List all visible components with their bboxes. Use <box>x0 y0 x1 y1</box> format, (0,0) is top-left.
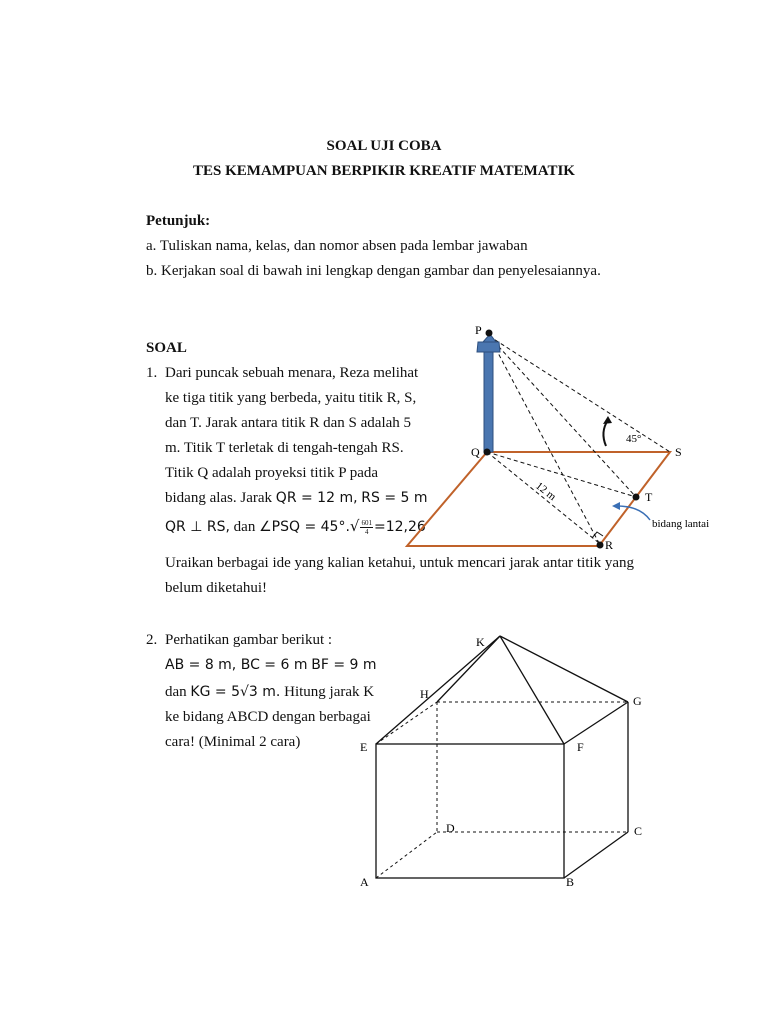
edge-EH <box>376 702 437 744</box>
label-S: S <box>675 445 682 459</box>
kg-equation: KG = 5√3 m. <box>190 684 281 700</box>
q2-number: 2. <box>146 632 158 648</box>
qr-equation: QR = 12 m, <box>275 490 358 506</box>
bc-equation: BC = 6 m <box>236 657 308 673</box>
q1-line-4: m. Titik T terletak di tengah-tengah RS. <box>165 440 404 456</box>
q1-line-2: ke tiga titik yang berbeda, yaitu titik R, S, <box>165 390 417 406</box>
label-D: D <box>446 821 455 835</box>
angle-equation: ∠PSQ = 45° <box>259 519 346 535</box>
soal-heading: SOAL <box>146 340 187 356</box>
label-G: G <box>633 694 642 708</box>
label-A: A <box>360 875 369 889</box>
label-E: E <box>360 740 368 754</box>
q2-dan: dan <box>165 684 191 700</box>
label-H: H <box>420 687 429 701</box>
q1-line-6-prefix: bidang alas. Jarak <box>165 490 276 506</box>
front-face <box>376 744 564 878</box>
q1-number: 1. <box>146 365 158 381</box>
label-12m: 12 m <box>533 479 559 504</box>
sqrt-result: =12,26 <box>373 519 426 535</box>
label-B: B <box>566 875 575 889</box>
label-P: P <box>475 323 482 337</box>
edge-FG <box>564 702 628 744</box>
q1-paragraph-line-2: belum diketahui! <box>165 580 268 596</box>
label-C: C <box>634 824 643 838</box>
edge-BC <box>564 832 628 878</box>
instructions-heading: Petunjuk: <box>146 213 211 229</box>
label-T: T <box>645 490 653 504</box>
q1-paragraph-line-1: Uraikan berbagai ide yang kalian ketahui, untuk mencari jarak antar titik yang <box>165 555 634 571</box>
q1-line-1: Dari puncak sebuah menara, Reza melihat <box>165 365 419 381</box>
title-1: SOAL UJI COBA <box>326 138 442 154</box>
sqrt-fraction: $\frac{601}{4}$ <box>361 519 372 537</box>
q1-line-3: dan T. Jarak antara titik R dan S adalah 5 <box>165 415 412 431</box>
q2-line-5: cara! (Minimal 2 cara) <box>165 734 301 750</box>
instruction-a: a. Tuliskan nama, kelas, dan nomor absen pada lembar jawaban <box>146 238 528 254</box>
bf-equation: BF = 9 m <box>311 657 377 673</box>
label-K: K <box>476 635 485 649</box>
edge-KH <box>437 636 500 702</box>
perp-equation: QR ⊥ RS, <box>165 519 230 535</box>
label-angle: 45° <box>626 433 642 445</box>
instruction-b: b. Kerjakan soal di bawah ini lengkap dengan gambar dan penyelesaiannya. <box>146 263 601 279</box>
label-R: R <box>605 538 614 552</box>
edge-KE <box>376 636 500 744</box>
q2-line-4: ke bidang ABCD dengan berbagai <box>165 709 371 725</box>
title-2: TES KEMAMPUAN BERPIKIR KREATIF MATEMATIK <box>193 163 575 179</box>
label-Q: Q <box>471 445 480 459</box>
ab-equation: AB = 8 m, <box>165 657 237 673</box>
q1-line-5: Titik Q adalah proyeksi titik P pada <box>165 465 379 481</box>
label-F: F <box>577 740 584 754</box>
label-bidang-lantai: bidang lantai <box>652 518 710 530</box>
q2-line-1: Perhatikan gambar berikut : <box>165 632 333 648</box>
q1-dan: dan <box>229 519 260 535</box>
q2-line-3-rest: Hitung jarak K <box>280 684 375 700</box>
edge-AD <box>376 832 437 878</box>
rs-equation: RS = 5 m <box>361 490 428 506</box>
q1-line-7: QR ⊥ RS, dan ∠PSQ = 45°.√ $\frac{601}{4}$ =12,26 <box>165 517 426 537</box>
